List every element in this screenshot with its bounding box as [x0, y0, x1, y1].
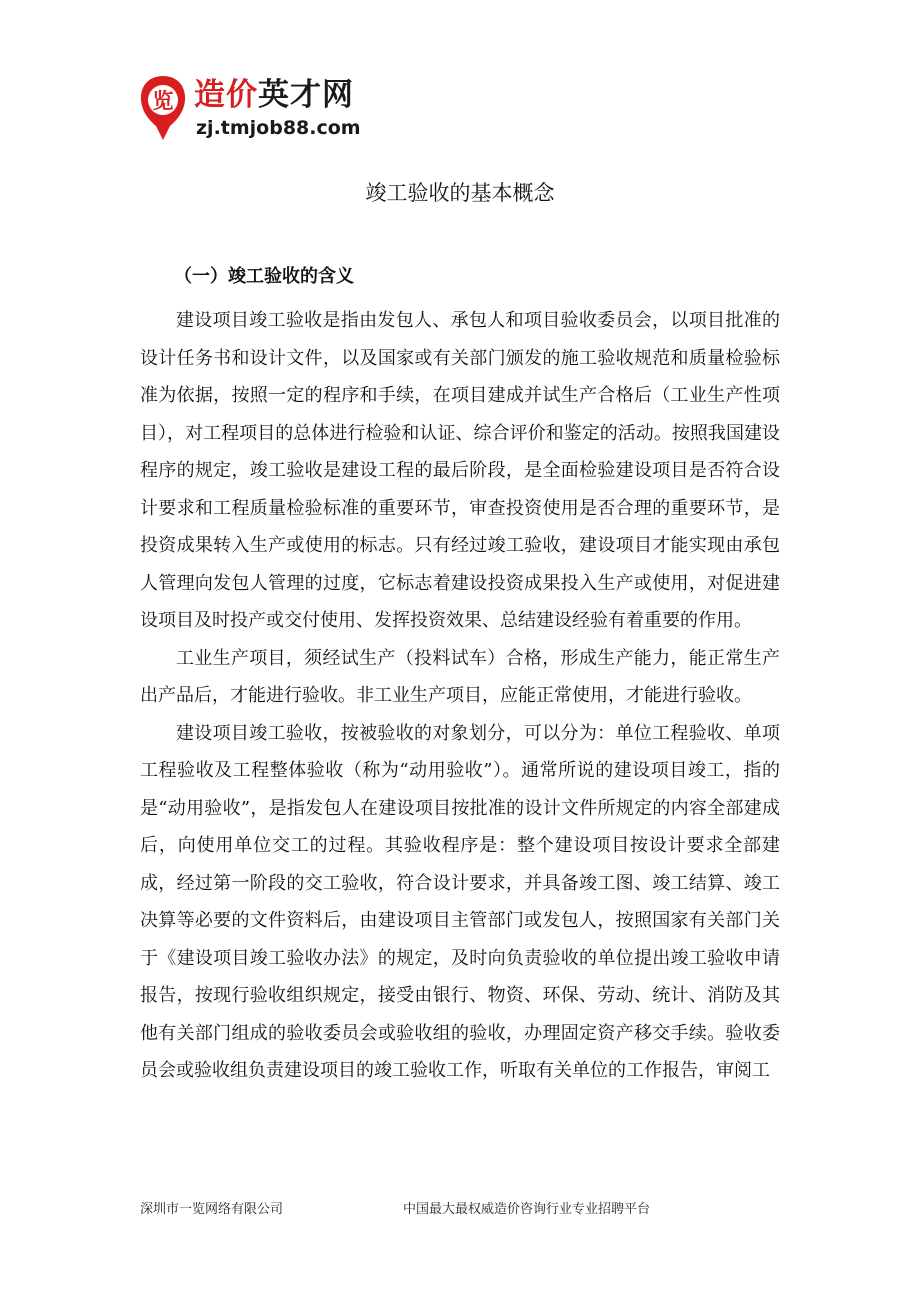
logo-mark-icon [136, 72, 190, 144]
paragraph-definition: 建设项目竣工验收是指由发包人、承包人和项目验收委员会，以项目批准的设计任务书和设计文件，以及国家或有关部门颁发的施工验收规范和质量检验标准为依据，按照一定的程序和手续，在项目建成并试生产合格后（工业生产性项目），对工程项目的总体进行检验和认证、综合评价和鉴定的活动。按照我国建设程序的规定，竣工验收是建设工程的最后阶段，是全面检验建设项目是否符合设计要求和工程质量检验标准的重要环节，审查投资使用是否合理的重要环节，是投资成果转入生产或使用的标志。只有经过竣工验收，建设项目才能实现由承包人管理向发包人管理的过度，它标志着建设投资成果投入生产或使用，对促进建设项目及时投产或交付使用、发挥投资效果、总结建设经验有着重要的作用。 [140, 310, 780, 631]
logo-name [194, 76, 354, 114]
document-title: 竣工验收的基本概念 [365, 181, 555, 205]
footer-company: 深圳市一览网络有限公司 [140, 1202, 284, 1217]
logo-name-dark: 英才网 [258, 77, 354, 113]
logo-name-red: 造价 [194, 77, 258, 113]
site-logo [136, 72, 396, 148]
logo-url: zj.tmjob88.com [196, 117, 361, 139]
section-heading: （一）竣工验收的含义 [174, 266, 354, 287]
paragraph-industrial: 工业生产项目，须经试生产（投料试车）合格，形成生产能力，能正常生产出产品后，才能进行验收。非工业生产项目，应能正常使用，才能进行验收。 [140, 647, 780, 706]
paragraph-classification: 建设项目竣工验收，按被验收的对象划分，可以分为：单位工程验收、单项工程验收及工程整体验收（称为“动用验收”）。通常所说的建设项目竣工，指的是“动用验收”，是指发包人在建设项目按批准的设计文件所规定的内容全部建成后，向使用单位交工的过程。其验收程序是：整个建设项目按设计要求全部建成，经过第一阶段的交工验收，符合设计要求，并具备竣工图、竣工结算、竣工决算等必要的文件资料后，由建设项目主管部门或发包人，按照国家有关部门关于《建设项目竣工验收办法》的规定，及时向负责验收的单位提出竣工验收申请报告，按现行验收组织规定，接受由银行、物资、环保、劳动、统计、消防及其他有关部门组成的验收委员会或验收组的验收，办理固定资产移交手续。验收委员会或验收组负责建设项目的竣工验收工作，听取有关单位的工作报告，审阅工 [140, 722, 780, 1081]
document-body [140, 302, 780, 1090]
footer-slogan: 中国最大最权威造价咨询行业专业招聘平台 [403, 1202, 651, 1217]
logo-mark-char: 览 [152, 89, 174, 113]
